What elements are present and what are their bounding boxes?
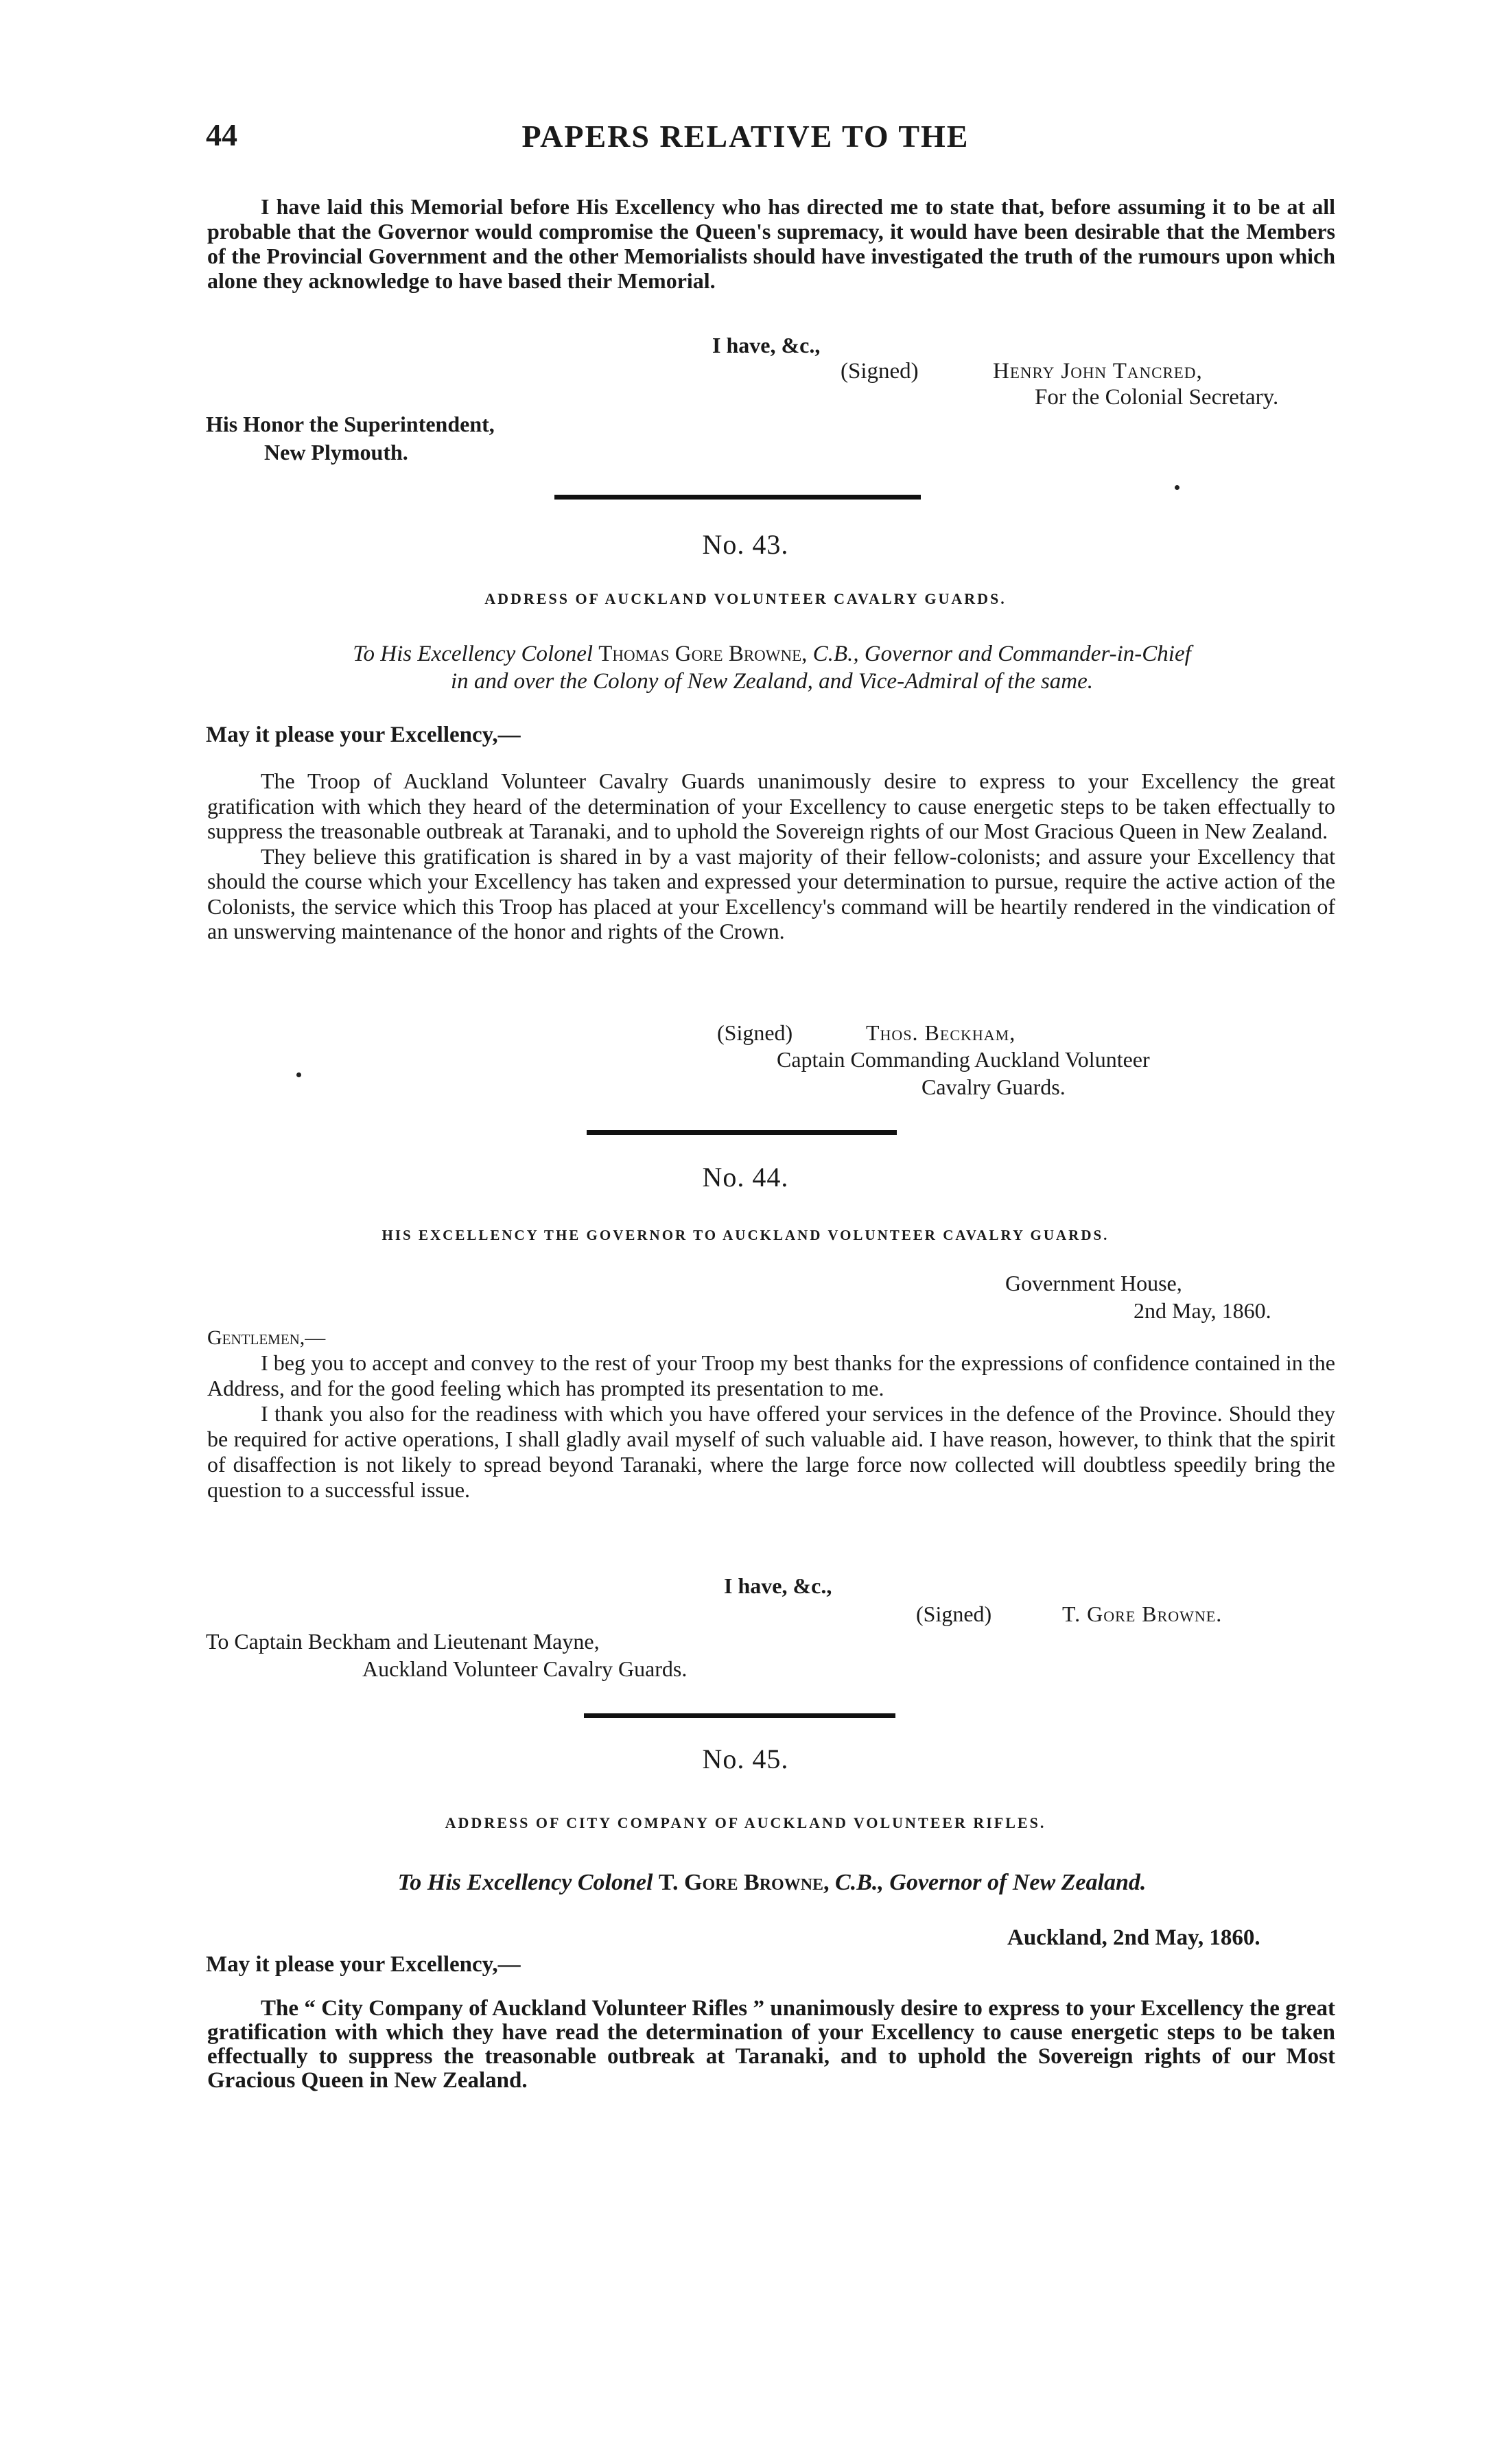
speck-mark [1175,485,1179,490]
address-line-43: To His Excellency Colonel Thomas Gore Browne, C.B., Governor and Commander-in-Chief in and over the Colony of New Zealand, and Vice-Admiral of the same. [353,642,1191,694]
running-title: PAPERS RELATIVE TO THE [521,119,970,154]
address-line-45: To His Excellency Colonel T. Gore Browne, C.B., Governor of New Zealand. [397,1870,1147,1895]
letter-42-recipient-line2: New Plymouth. [264,440,408,465]
letter-42-signatory-title: For the Colonial Secretary. [1035,385,1279,410]
dateline-place-44: Government House, [1005,1271,1182,1295]
letter-42-signed: (Signed) [841,359,919,384]
section-divider-44 [587,1130,897,1135]
section-heading-44: HIS EXCELLENCY THE GOVERNOR TO AUCKLAND VOLUNTEER CAVALRY GUARDS. [381,1227,1110,1243]
dateline-date-44: 2nd May, 1860. [1134,1298,1271,1323]
salutation-45: May it please your Excellency,— [206,1952,521,1977]
body-44: I beg you to accept and convey to the rest of your Troop my best thanks for the expressions of confidence contained in the Address, and for the good feeling which has prompted its presentation to me. I thank you also for the readiness with which you have offered your services in the defence of the Province. Should they be required for active operations, I shall gladly avail myself of such valuable aid. I have reason, however, to think that the spirit of disaffection is not likely to spread beyond Taranaki, where the large force now collected will doubtless speedily bring the question to a successful issue. [207,1350,1335,1502]
salutation-43: May it please your Excellency,— [206,723,521,747]
signatory-44: T. Gore Browne. [1062,1601,1223,1626]
dateline-45: Auckland, 2nd May, 1860. [1007,1925,1260,1950]
section-number-45: No. 45. [702,1744,789,1774]
section-heading-45: ADDRESS OF CITY COMPANY OF AUCKLAND VOLUNTEER RIFLES. [445,1814,1046,1831]
page-number: 44 [206,117,237,152]
section-number-43: No. 43. [702,529,789,560]
recipient-44-line2: Auckland Volunteer Cavalry Guards. [362,1656,688,1681]
closing-44: I have, &c., [724,1573,832,1598]
letter-42-closing: I have, &c., [712,333,821,357]
section-divider-43 [554,495,921,500]
letter-42-body: I have laid this Memorial before His Excellency who has directed me to state that, before assuming it to be at all probable that the Governor would compromise the Queen's supremacy, it would have been desirable that the Members of the Provincial Government and the other Memorialists should have investigated the truth of the rumours upon which alone they acknowledge to have based their Memorial. [207,194,1335,293]
letter-42-signatory: Henry John Tancred, [993,359,1203,384]
signatory-43: Thos. Beckham, [866,1020,1016,1045]
section-heading-43: ADDRESS OF AUCKLAND VOLUNTEER CAVALRY GUARDS. [484,590,1007,607]
section-divider-45 [584,1713,895,1718]
signatory-title-43-line2: Cavalry Guards. [921,1075,1066,1099]
signed-44: (Signed) [916,1601,992,1626]
signatory-title-43-line1: Captain Commanding Auckland Volunteer [777,1047,1150,1072]
recipient-44-line1: To Captain Beckham and Lieutenant Mayne, [206,1629,600,1654]
letter-42-recipient-line1: His Honor the Superintendent, [206,412,495,436]
salutation-44: Gentlemen,— [207,1326,326,1349]
speck-mark [296,1072,301,1077]
section-number-44: No. 44. [702,1162,789,1193]
body-45: The “ City Company of Auckland Volunteer Rifles ” unanimously desire to express to your Excellency the great gratification with which they have read the determination of your Excellency to cause energetic steps to be taken effectually to suppress the treasonable outbreak at Taranaki, and to uphold the Sovereign rights of our Most Gracious Queen in New Zealand. [207,1996,1335,2093]
signed-43: (Signed) [717,1020,793,1045]
body-43: The Troop of Auckland Volunteer Cavalry Guards unanimously desire to express to your Excellency the great gratification with which they heard of the determination of your Excellency to cause energetic steps to be taken effectually to suppress the treasonable outbreak at Taranaki, and to uphold the Sovereign rights of our Most Gracious Queen in New Zealand. They believe this gratification is shared in by a vast majority of their fellow-colonists; and assure your Excellency that should the course which your Excellency has taken and expressed your determination to pursue, require the active action of the Colonists, the service which this Troop has placed at your Excellency's command will be heartily rendered in the vindication of an unswerving maintenance of the honor and rights of the Crown. [207,768,1335,943]
